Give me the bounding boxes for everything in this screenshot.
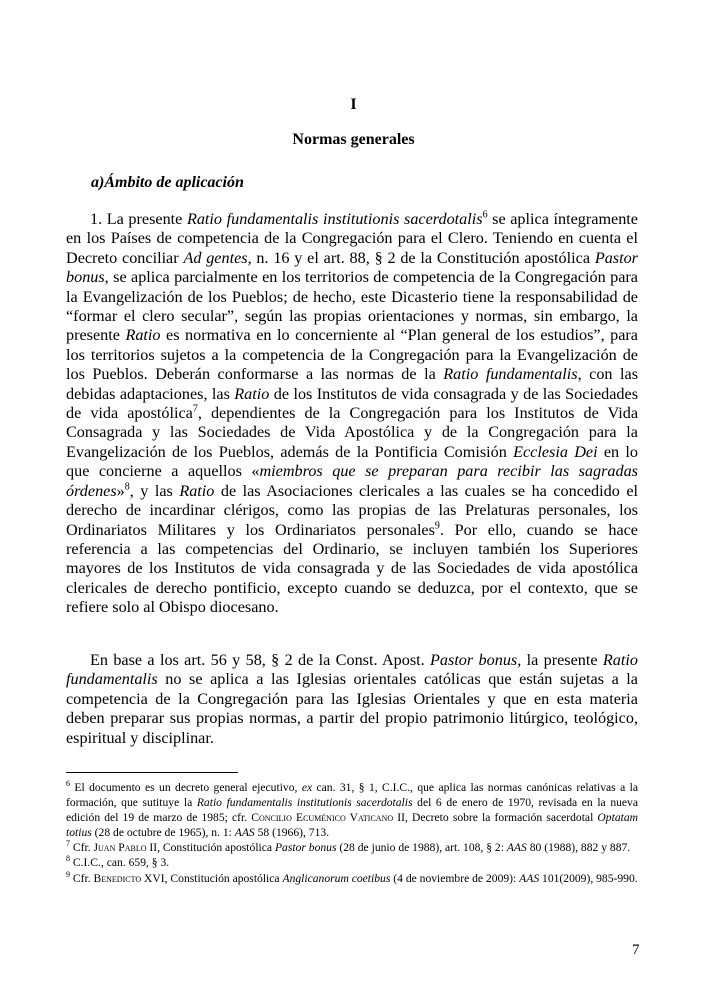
small-caps-text: Concilio Ecuménico Vaticano [251,811,394,825]
italic-text: ex [301,781,313,794]
italic-text: Ratio [179,481,215,500]
text-run: del 6 de enero de 1970, revisada en la nueva edición del 19 de marzo de 1985; cfr. [66,796,638,825]
italic-text: AAS [519,871,540,885]
text-run: , dependientes de la Congregación para los Institutos de Vida Consagrada y las Sociedades de Vida Apostólica y de la Congregación para la Evangelización de los Pueblos, además de la Pontificia Comisión [66,404,639,461]
text-run: 101(2009), 985-990. [539,871,638,885]
text-run: (28 de octubre de 1965), n. 1: [91,826,235,840]
text-run: XVI, Constitución apostólica [141,871,283,885]
text-run: II, Constitución apostólica [146,841,275,855]
italic-text: Ratio fundamentalis institutionis sacerdotalis [196,796,413,810]
italic-text: Optatam totius [66,811,638,840]
text-run: » [116,481,125,500]
text-run: de las Asociaciones clericales a las cuales se ha concedido el derecho de incardinar clérigos, como las propias de las Prelaturas personales, los Ordinariatos Militares y los Ordinariatos personales [66,481,638,539]
italic-text: AAS [234,826,255,840]
text-run: II, Decreto sobre la formación sacerdotal [393,811,598,825]
page-number: 7 [632,942,640,958]
italic-text: AAS [506,841,527,855]
text-run: es normativa en lo concerniente al “Plan general de los estudios”, para los territorios sujetos a la competencia de la Congregación para la Evangelización de los Pueblos. Deberán conformarse a las normas de la [66,326,638,384]
footnote-ref: 6 [482,209,488,221]
small-caps-text: Benedicto [93,871,142,885]
italic-text: Ratio [125,326,161,345]
body-paragraph [66,651,638,748]
text-run: en lo que concierne a aquellos « [66,442,639,481]
footnote-ref: 8 [66,854,70,864]
footnote-ref: 7 [66,839,70,849]
text-run: . Por ello, cuando se hace referencia a las competencias del Ordinario, se incluyen también los Superiores mayores de los Institutos de vida consagrada y de las Sociedades de vida apostólica clericales de derecho pontificio, excepto cuando se deduzca, por el contexto, que se refiere solo al Obispo diocesano. [66,520,638,617]
footnote-ref: 9 [434,520,440,532]
text-run: C.I.C., can. 659, § 3. [70,856,170,870]
footnote [66,840,638,855]
footnote-ref: 6 [66,779,70,789]
footnote-separator [66,772,238,773]
italic-text: miembros que se preparan para recibir las sagradas órdenes [66,462,638,500]
text-run: can. 31, § 1, C.I.C., que aplica las normas canónicas relativas a la formación, que sutituye la [66,781,638,810]
italic-text: Ad gentes [183,248,248,267]
italic-text: Ratio fundamentalis [66,651,638,689]
text-run: Cfr. [70,871,94,885]
footnotes [66,780,638,886]
text-run: 1. La presente [90,210,187,228]
text-run: (28 de junio de 1988), art. 108, § 2: [336,841,507,855]
text-run: se aplica íntegramente en los Países de competencia de la Congregación para el Clero. Teniendo en cuenta el Decreto conciliar [66,210,638,267]
italic-text: Ratio fundamentalis institutionis sacerdotalis [186,210,483,228]
italic-text: Anglicanorum coetibus [282,871,391,885]
text-run: 58 (1966), 713. [254,826,330,840]
footnote [66,780,638,840]
footnote-ref: 8 [124,481,130,493]
text-run: no se aplica a las Iglesias orientales católicas que están sujetas a la competencia de la Congregación para las Iglesias Orientales y que en esta materia deben preparar sus propias normas, a partir del propio patrimonio litúrgico, teológico, espiritual y disciplinar. [66,670,638,747]
section-heading: a)Ámbito de aplicación [91,174,244,191]
text-run: , y las [129,481,180,500]
text-run: El documento es un decreto general ejecutivo, [70,781,302,794]
text-run: se aplica parcialmente en los territorios de competencia de la Congregación para la Evangelización de los Pueblos; de hecho, este Dicasterio tiene la responsabilidad de “formar el clero secular”, según las propias orientaciones y normas, sin embargo, la presente [66,268,638,345]
footnote [66,855,638,870]
small-caps-text: Juan Pablo [93,841,147,855]
italic-text: Ecclesia Dei [513,442,598,461]
text-run: 80 (1988), 882 y 887. [526,841,631,855]
text-run: Cfr. [70,841,94,855]
chapter-title: Normas generales [292,131,415,148]
chapter-number: I [350,96,357,113]
italic-text: Pastor bonus [430,651,518,669]
footnote [66,871,638,886]
italic-text: Pastor bonus [274,841,337,855]
text-run: , con las debidas adaptaciones, las [66,365,638,403]
text-run: , la presente [517,651,603,669]
text-run: , n. 16 y el art. 88, § 2 de la Constitución apostólica [247,248,595,267]
italic-text: Ratio [234,384,270,403]
body-paragraph [66,210,638,618]
footnote-ref: 9 [66,869,70,879]
footnote-ref: 7 [192,403,198,415]
italic-text: Ratio fundamentalis [443,365,578,384]
italic-text: Pastor bonus, [66,248,638,287]
text-run: (4 de noviembre de 2009): [390,871,520,885]
text-run: de los Institutos de vida consagrada y de las Sociedades de vida apostólica [66,384,638,423]
text-run: En base a los art. 56 y 58, § 2 de la Const. Apost. [90,651,431,669]
